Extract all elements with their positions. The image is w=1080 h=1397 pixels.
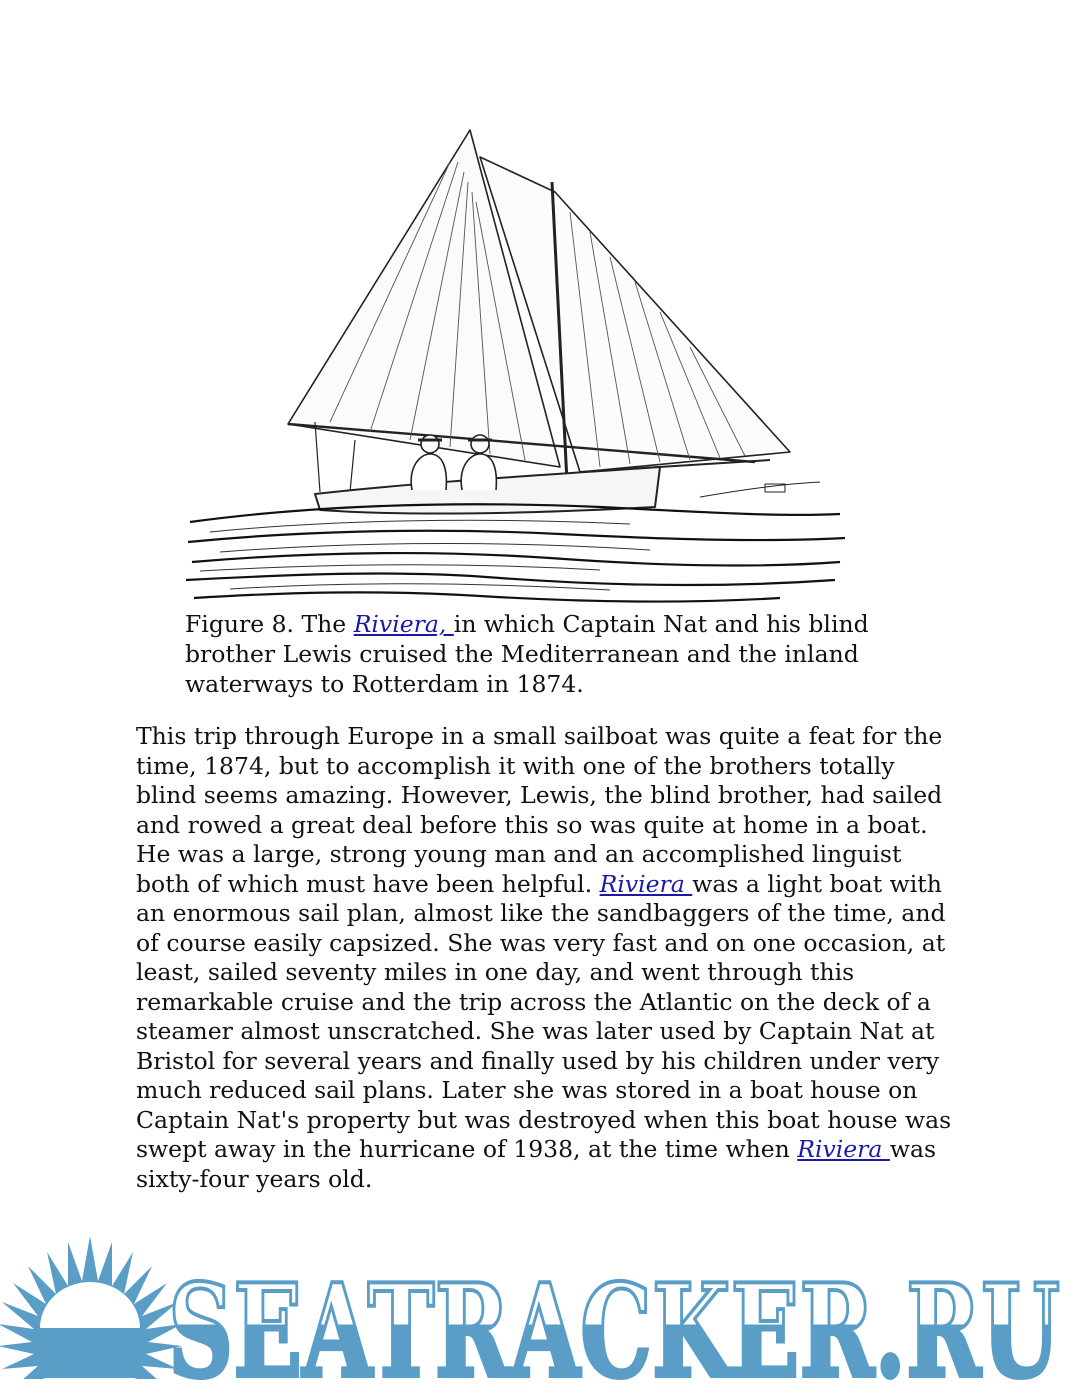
riviera-link-1[interactable]: Riviera	[599, 869, 693, 898]
paragraph-part-2: was a light boat with an enormous sail plan, almost like the sandbaggers of the time, and of course easily capsized. She was very fast and on one occasion, at least, sailed seventy miles in one day, and went through this remarkable cruise and the trip across the Atlantic on the deck of a steamer almost unscratched. She was later used by Captain Nat at Bristol for several years and finally used by his children under very much reduced sail plans. Later she was stored in a boat house on Captain Nat's property but was destroyed when this boat house was swept away in the hurricane of 1938, at the time when	[136, 869, 952, 1163]
sailboat-illustration	[180, 122, 850, 610]
watermark-svg	[0, 1236, 1080, 1397]
seatracker-watermark	[0, 1236, 1080, 1397]
body-paragraph	[136, 722, 956, 1194]
watermark-text: SEATRACKER.RU	[168, 1257, 1060, 1397]
sun-logo-icon	[0, 1236, 182, 1397]
sailor-head-1	[421, 435, 439, 453]
figure-caption	[185, 609, 915, 699]
sailboat-drawing	[180, 122, 850, 610]
paragraph-part-3: was sixty-four years old.	[136, 1135, 937, 1193]
caption-prefix: Figure 8. The	[185, 610, 354, 638]
riviera-link-caption[interactable]: Riviera,	[353, 610, 454, 638]
paragraph-part-1: This trip through Europe in a small sailboat was quite a feat for the time, 1874, but to accomplish it with one of the brothers totally blind seems amazing. However, Lewis, the blind brother, had sailed and rowed a great deal before this so was quite at home in a boat. He was a large, strong young man and an accomplished linguist both of which must have been helpful.	[136, 722, 943, 898]
caption-suffix: in which Captain Nat and his blind brother Lewis cruised the Mediterranean and the inland waterways to Rotterdam in 1874.	[185, 610, 869, 698]
riviera-link-2[interactable]: Riviera	[797, 1135, 890, 1163]
sailor-head-2	[471, 435, 489, 453]
